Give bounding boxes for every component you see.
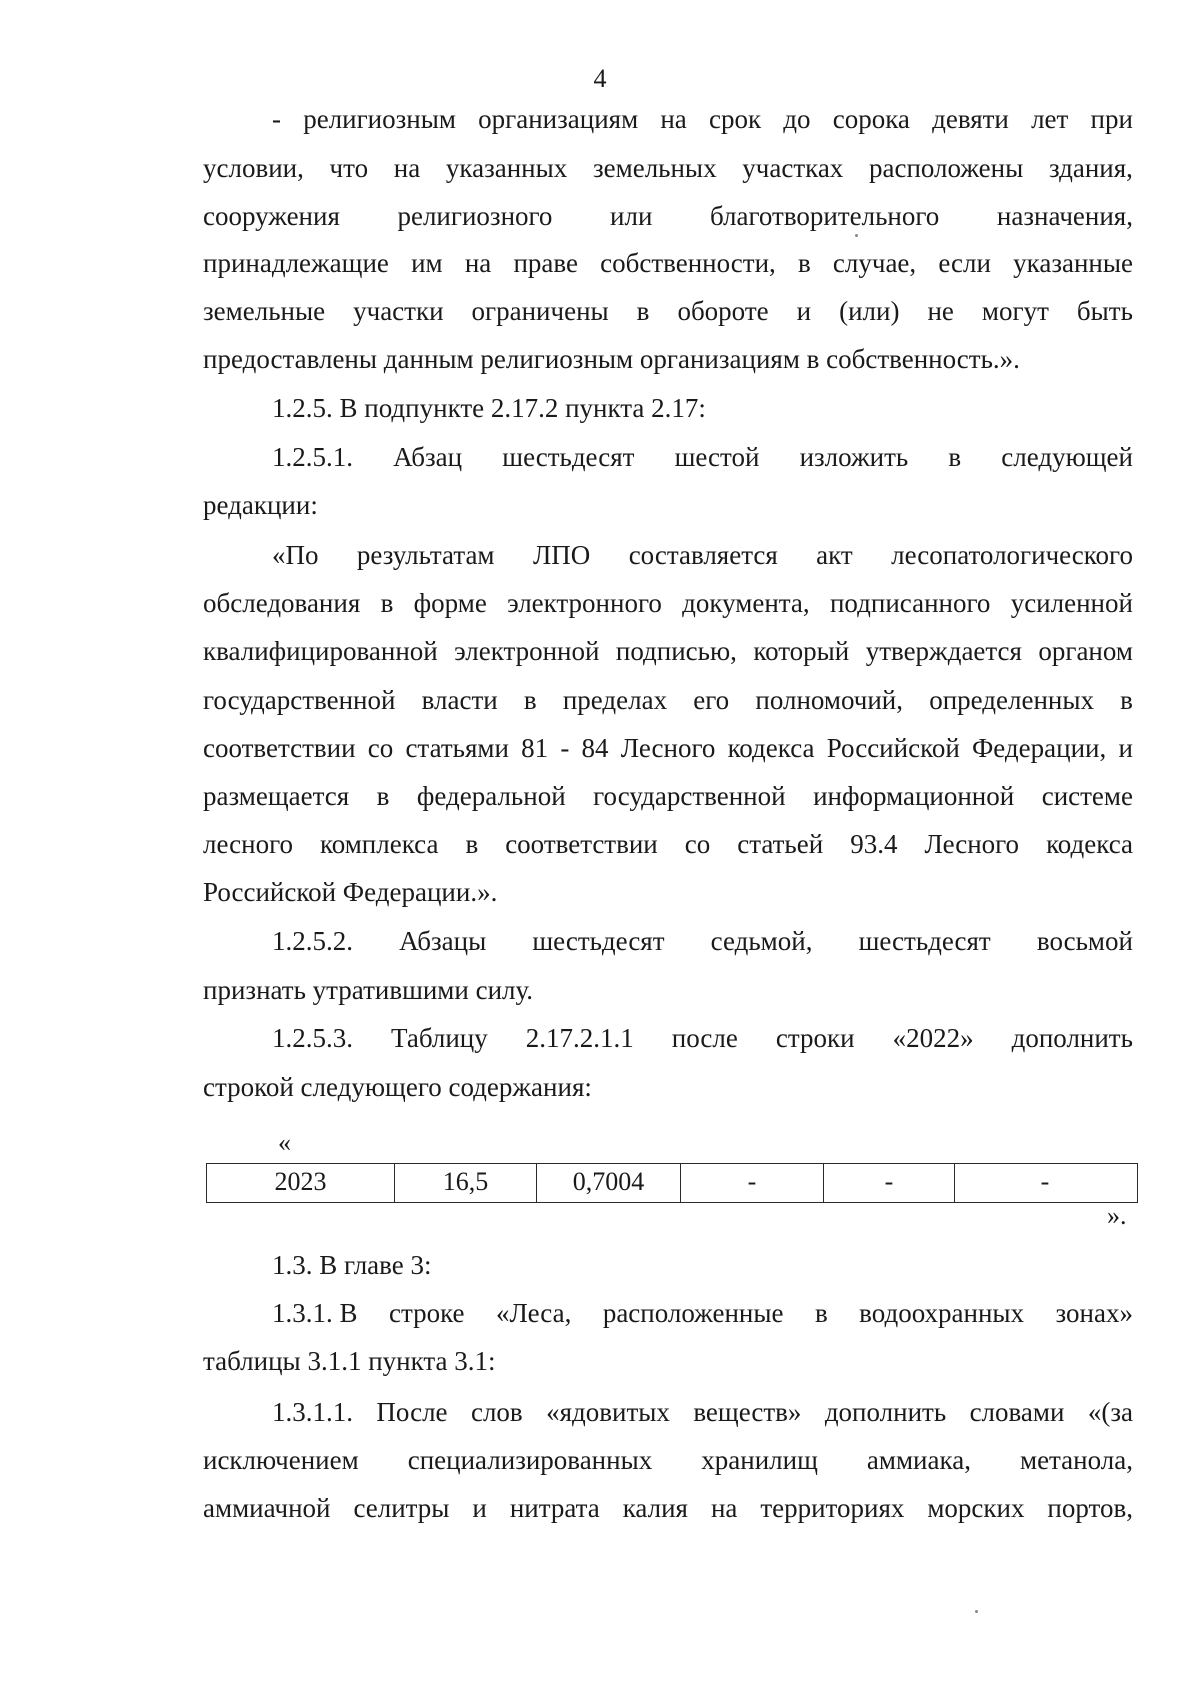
word: комплекса [319, 829, 439, 859]
word: полномочий, [755, 685, 903, 715]
text-line [203, 684, 1133, 716]
word: Лесного [620, 733, 716, 763]
word: квалифицированной [203, 636, 438, 666]
word: обороте [677, 296, 769, 326]
word: участки [353, 296, 444, 326]
word: благотворительного [709, 201, 940, 231]
word: собственности, [600, 248, 776, 278]
word: не [927, 296, 954, 326]
word: на [393, 153, 421, 183]
word: в [380, 588, 394, 618]
word: органом [1038, 636, 1133, 666]
word: результатам [356, 540, 495, 570]
word: организациям [478, 104, 639, 134]
inserted-table-row [206, 1163, 1138, 1203]
word: хранилищ [701, 1445, 818, 1475]
word: могут [981, 296, 1049, 326]
word: если [938, 248, 991, 278]
word: шестьдесят [532, 926, 665, 956]
word: федеральной [416, 781, 566, 811]
word: или [610, 201, 653, 231]
word: утверждается [865, 636, 1022, 666]
text-line [203, 1444, 1133, 1476]
word: кодекса [1046, 829, 1133, 859]
word: со [367, 733, 394, 763]
word: 1.2.5.3. [272, 1023, 353, 1053]
word: после [671, 1023, 738, 1053]
word: статьями [405, 733, 509, 763]
word: статьей [737, 829, 824, 859]
word: определенных [929, 685, 1094, 715]
word: в [797, 248, 811, 278]
word: в [814, 1298, 828, 1328]
word: 93.4 [850, 829, 898, 859]
word: назначения, [996, 201, 1133, 231]
word: «По [272, 540, 319, 570]
word: и [796, 296, 812, 326]
table-cell-value-4: - [824, 1164, 955, 1202]
word: девяти [932, 104, 1009, 134]
word: строке [388, 1298, 465, 1328]
word: и [472, 1493, 487, 1523]
word: на [464, 248, 492, 278]
word: 1.3.1.1. [272, 1397, 353, 1427]
word: восьмой [1036, 926, 1133, 956]
word: электронной [454, 636, 600, 666]
word: седьмой, [710, 926, 813, 956]
text-line [272, 1297, 1133, 1329]
word: исключением [203, 1445, 359, 1475]
word: усиленной [1010, 588, 1133, 618]
word: - [272, 104, 281, 134]
word: ограничены [471, 296, 609, 326]
word: 2.17.2.1.1 [525, 1023, 634, 1053]
word: Абзацы [399, 926, 487, 956]
word: сооружения [203, 201, 340, 231]
word: аммиачной [203, 1493, 331, 1523]
text-line [203, 1492, 1133, 1524]
word: принадлежащие [203, 248, 389, 278]
text-line [203, 247, 1133, 279]
word: После [376, 1397, 448, 1427]
word: в [636, 296, 650, 326]
word: быть [1076, 296, 1133, 326]
word: 1.2.5.1. [272, 442, 353, 472]
word: им [411, 248, 443, 278]
word: религиозного [397, 201, 553, 231]
text-line [272, 103, 1133, 135]
word: шестьдесят [858, 926, 991, 956]
word: при [1090, 104, 1133, 134]
text-line [203, 732, 1133, 764]
word: изложить [799, 442, 909, 472]
word: 81 [521, 733, 549, 763]
word: в [376, 781, 390, 811]
word: в [948, 442, 962, 472]
word: Лесного [924, 829, 1020, 859]
word: участках [742, 153, 844, 183]
word: на [710, 1493, 738, 1523]
word: соответствии [505, 829, 658, 859]
word: государственной [593, 781, 786, 811]
word: (или) [839, 296, 900, 326]
word: дополнить [1011, 1023, 1133, 1053]
text-line: 1.2.5. В подпункте 2.17.2 пункта 2.17: [272, 393, 706, 423]
word: соответствии [203, 733, 356, 763]
word: в [465, 829, 479, 859]
word: праве [513, 248, 578, 278]
word: портов, [1047, 1493, 1133, 1523]
word: 84 [581, 733, 609, 763]
word: Таблицу [391, 1023, 488, 1053]
text-line: Российской Федерации.». [203, 877, 498, 907]
word: сорока [832, 104, 910, 134]
word: - [560, 733, 570, 763]
text-line [203, 780, 1133, 812]
page-number: 4 [593, 64, 607, 93]
word: селитры [353, 1493, 450, 1523]
word: указанных [445, 153, 568, 183]
word: подписью, [615, 636, 737, 666]
word: шестой [674, 442, 760, 472]
word: земельных [592, 153, 717, 183]
word: в [1120, 685, 1133, 715]
word: ЛПО [532, 540, 591, 570]
table-cell-value-5: - [1040, 1167, 1050, 1196]
word: земельные [203, 296, 326, 326]
word: составляется [628, 540, 778, 570]
word: до [783, 104, 811, 134]
text-line [203, 200, 1133, 232]
text-line [272, 441, 1133, 473]
word: Федерации, [971, 733, 1107, 763]
word: дополнить [824, 1397, 947, 1427]
word: строки [775, 1023, 855, 1053]
scan-speck [975, 1610, 978, 1613]
word: пределах [562, 685, 668, 715]
table-cell-year: 2023 [207, 1164, 395, 1202]
word: слов [470, 1397, 523, 1427]
word: религиозным [303, 104, 456, 134]
text-line: строкой следующего содержания: [203, 1072, 592, 1102]
text-line: таблицы 3.1.1 пункта 3.1: [203, 1346, 496, 1376]
word: и [1118, 733, 1133, 763]
word: кодекса [727, 733, 815, 763]
word: аммиака, [866, 1445, 971, 1475]
word: со [684, 829, 711, 859]
text-line: 1.3. В главе 3: [272, 1250, 432, 1280]
word: «2022» [892, 1023, 974, 1053]
word: акт [816, 540, 853, 570]
word: документа, [682, 588, 810, 618]
word: веществ» [693, 1397, 802, 1427]
table-cell-value-2: 0,7004 [537, 1164, 681, 1202]
word: срок [708, 104, 762, 134]
word: Российской [826, 733, 960, 763]
word: случае, [832, 248, 917, 278]
text-line: редакции: [203, 490, 318, 520]
word: следующей [1001, 442, 1133, 472]
word: калия [622, 1493, 688, 1523]
word: Абзац [393, 442, 463, 472]
text-line [272, 539, 1133, 571]
table-cell-value-1: 16,5 [395, 1164, 537, 1202]
word: словами [969, 1397, 1065, 1427]
word: расположены [869, 153, 1024, 183]
word: системе [1041, 781, 1133, 811]
word: «(за [1087, 1397, 1133, 1427]
word: подписанного [829, 588, 991, 618]
word: в [523, 685, 537, 715]
text-line [272, 925, 1133, 957]
open-quote: « [278, 1128, 291, 1157]
text-line: признать утратившими силу. [203, 975, 534, 1005]
word: лесопатологического [891, 540, 1133, 570]
text-line [203, 152, 1133, 184]
word: здания, [1048, 153, 1133, 183]
scan-speck [855, 234, 858, 237]
word: форме [413, 588, 487, 618]
word: специализированных [407, 1445, 653, 1475]
word: зонах» [1055, 1298, 1133, 1328]
table-cell-value-3: - [681, 1164, 824, 1202]
close-quote: ». [1107, 1201, 1127, 1230]
word: власти [421, 685, 498, 715]
word: нитрата [509, 1493, 600, 1523]
text-line [272, 1396, 1133, 1428]
word: электронного [507, 588, 662, 618]
word: морских [927, 1493, 1025, 1523]
text-line [203, 587, 1133, 619]
text-line [203, 828, 1133, 860]
word: размещается [203, 781, 350, 811]
text-line: предоставлены данным религиозным организациям в собственность.». [203, 344, 1020, 374]
text-line [272, 1022, 1133, 1054]
word: расположенные [602, 1298, 784, 1328]
text-line [203, 635, 1133, 667]
word: 1.2.5.2. [272, 926, 353, 956]
word: 1.3.1. В [272, 1298, 358, 1328]
word: условии, [203, 153, 304, 183]
word: территориях [760, 1493, 905, 1523]
word: водоохранных [859, 1298, 1025, 1328]
text-line [203, 295, 1133, 327]
word: обследования [203, 588, 361, 618]
word: на [660, 104, 687, 134]
word: указанные [1013, 248, 1133, 278]
word: «Леса, [496, 1298, 572, 1328]
word: лет [1031, 104, 1069, 134]
word: что [329, 153, 369, 183]
word: «ядовитых [546, 1397, 670, 1427]
word: информационной [813, 781, 1015, 811]
word: лесного [203, 829, 293, 859]
word: метанола, [1019, 1445, 1133, 1475]
word: который [753, 636, 850, 666]
word: его [693, 685, 730, 715]
word: государственной [203, 685, 396, 715]
word: шестьдесят [502, 442, 635, 472]
